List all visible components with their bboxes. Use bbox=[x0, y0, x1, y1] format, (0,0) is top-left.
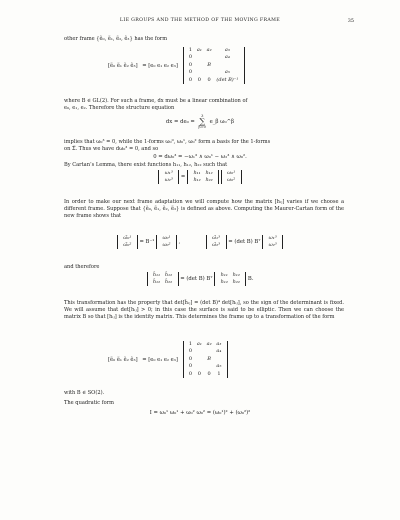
matrix-entry bbox=[214, 356, 224, 363]
matrix-entry: h₁₂ bbox=[205, 170, 213, 176]
paragraph-determinant: This transformation has the property that det[h̃ᵢⱼ] = (det B)⁴ det[hᵢⱼ], so the sign of the determinant is fixed. We will assume that det[hᵢⱼ] > 0; in this case the surface is said to be elliptic. Then we can choose the matrix B so that [hᵢⱼ] is the identity matrix. This determines the frame up to a transformation of the form bbox=[64, 300, 344, 321]
matrix-entry: 0 bbox=[188, 61, 193, 68]
matrix-entry: 0 bbox=[197, 76, 201, 83]
matrix-entry: a₄ bbox=[216, 348, 222, 355]
matrix-row bbox=[225, 177, 238, 184]
matrix-entry: 0 bbox=[188, 355, 193, 362]
matrix-entry: 0 bbox=[197, 370, 201, 377]
matrix-row bbox=[187, 363, 224, 370]
h-tilde-matrix bbox=[147, 272, 179, 286]
matrix-row bbox=[187, 47, 241, 54]
matrix-entry: ω₂³ bbox=[164, 177, 173, 183]
matrix-entry bbox=[204, 363, 214, 370]
matrix-entry: ω₁³ bbox=[268, 235, 277, 241]
tilde-frame-row: [ẽ₀ ẽ₁ ẽ₂ ẽ₃] bbox=[108, 356, 138, 363]
matrix-entry: h₁₁ bbox=[220, 272, 228, 278]
matrix-row bbox=[225, 170, 238, 177]
matrix-entry: a₅ bbox=[224, 69, 230, 76]
matrix-entry: h̃₁₂ bbox=[152, 279, 161, 285]
matrix-entry: ω₁³ bbox=[164, 170, 173, 176]
matrix-row bbox=[187, 77, 241, 84]
matrix-entry: 0 bbox=[188, 370, 193, 377]
matrix-row bbox=[187, 371, 224, 378]
text-line: with B ∈ SO(2). bbox=[64, 390, 105, 396]
matrix-row bbox=[218, 272, 242, 279]
tilde-frame-row: [ẽ₀ ẽ₁ ẽ₂ ẽ₃] bbox=[108, 62, 138, 69]
matrix-row bbox=[151, 279, 175, 286]
matrix-entry: a₁ bbox=[196, 341, 202, 347]
text-line: other frame {ẽ₀, ẽ₁, ẽ₂, ẽ₃} has the form bbox=[64, 36, 168, 42]
frame-row: = [e₀ e₁ e₂ e₃] bbox=[142, 62, 178, 69]
matrix-row bbox=[162, 177, 175, 184]
matrix-entry: 0 bbox=[207, 76, 211, 83]
matrix-entry: h₁₁ bbox=[193, 170, 201, 176]
matrix-entry: ω̃₁³ bbox=[212, 235, 221, 241]
matrix-entry: 0 bbox=[188, 363, 193, 370]
summation bbox=[199, 114, 206, 129]
matrix-row bbox=[151, 272, 175, 279]
matrix-row bbox=[266, 242, 279, 249]
mc-right-rhs bbox=[262, 235, 283, 249]
text-line: and therefore bbox=[64, 264, 100, 270]
matrix-entry: a₃ bbox=[216, 341, 222, 347]
frame-equation-1 bbox=[108, 47, 245, 84]
matrix-entry: 1 bbox=[188, 47, 193, 53]
frame-row: = [e₀ e₁ e₂ e₃] bbox=[142, 356, 178, 363]
mc-left-operator: = B⁻¹ bbox=[139, 239, 155, 245]
matrix-entry: h̃₂₂ bbox=[164, 279, 173, 285]
page-number: 35 bbox=[347, 18, 354, 24]
matrix-entry: ω₀² bbox=[227, 177, 236, 183]
matrix-row bbox=[187, 62, 241, 69]
cartan-equation: ω₁³ ω₂³ = h₁₁ h₁₂ h₁₂ h₂₂ ω₀¹ ω₀² bbox=[60, 170, 340, 184]
matrix-entry bbox=[194, 62, 204, 69]
h-tail: B. bbox=[247, 276, 254, 282]
matrix-row bbox=[187, 69, 241, 76]
matrix-entry: ω̃₀² bbox=[123, 242, 132, 248]
text-line: e₀, e₁, e₂. Therefore the structure equation bbox=[64, 105, 175, 111]
matrix-entry bbox=[214, 62, 241, 69]
matrix-entry: a₃ bbox=[224, 47, 230, 53]
mc-right-lhs bbox=[206, 235, 227, 249]
matrix-entry: 0 bbox=[188, 54, 193, 61]
mc-right-operator: = (det B) Bᵀ bbox=[228, 239, 261, 245]
matrix-entry: a₄ bbox=[224, 54, 230, 61]
paragraph-frame-change: In order to make our next frame adaptation we will compute how the matrix [hᵢⱼ] varies if we choose a different frame. Suppose that {ẽ₀, ẽ₁, ẽ₂, ẽ₃} is defined as above. Computing the Maurer-Cartan form of the new frame shows that bbox=[64, 199, 344, 220]
sigma-icon: ∑ bbox=[199, 117, 206, 126]
matrix-row bbox=[187, 54, 241, 61]
matrix-entry: a₂ bbox=[206, 341, 212, 347]
h-operator: = (det B) Bᵀ bbox=[180, 276, 213, 282]
matrix-row bbox=[121, 235, 134, 242]
matrix-row bbox=[266, 235, 279, 242]
frame-matrix bbox=[183, 47, 245, 84]
matrix-entry: 0 bbox=[188, 348, 193, 355]
matrix-entry: 0 bbox=[207, 370, 211, 377]
matrix-row bbox=[121, 242, 134, 249]
matrix-row bbox=[191, 170, 215, 177]
text-line: The quadratic form bbox=[64, 400, 114, 406]
matrix-entry: a₂ bbox=[206, 47, 212, 53]
matrix-entry: B bbox=[207, 61, 211, 68]
matrix-entry: 1 bbox=[188, 341, 193, 347]
matrix-entry: (det B)⁻¹ bbox=[216, 76, 239, 83]
matrix-row bbox=[218, 279, 242, 286]
matrix-entry: 0 bbox=[188, 69, 193, 76]
frame-matrix bbox=[183, 341, 228, 378]
frame-equation-2 bbox=[108, 341, 228, 378]
matrix-row bbox=[210, 235, 223, 242]
structure-lhs: dx = de₀ = bbox=[165, 118, 195, 125]
matrix-entry bbox=[194, 69, 204, 76]
matrix-row bbox=[187, 348, 224, 355]
running-title: LIE GROUPS AND THE METHOD OF THE MOVING FRAME bbox=[119, 18, 281, 23]
matrix-entry bbox=[204, 348, 214, 355]
sum-upper: 3 bbox=[201, 114, 204, 118]
mc-left-lhs bbox=[117, 235, 138, 249]
matrix-entry: h₂₂ bbox=[205, 177, 213, 183]
cartan-omega-vector bbox=[221, 170, 242, 184]
matrix-entry: h̃₁₁ bbox=[152, 272, 161, 278]
matrix-entry: 0 bbox=[188, 76, 193, 83]
matrix-row bbox=[160, 235, 173, 242]
matrix-entry bbox=[204, 69, 214, 76]
cartan-lhs-vector bbox=[158, 170, 179, 184]
cartan-h-matrix bbox=[187, 170, 219, 184]
separator-comma: , bbox=[178, 239, 181, 245]
matrix-row bbox=[191, 177, 215, 184]
matrix-entry bbox=[194, 356, 204, 363]
mc-left-rhs bbox=[156, 235, 177, 249]
sum-lower: β=0 bbox=[198, 125, 206, 129]
running-header bbox=[0, 18, 400, 30]
text-line: on Σ̃. Thus we have dω₀³ = 0, and so bbox=[64, 146, 159, 152]
matrix-entry: 1 bbox=[217, 370, 221, 377]
text-line: implies that ω₀³ = 0, while the 1-forms ω₀⁰, ω₀¹, ω₀² form a basis for the 1-forms bbox=[64, 139, 271, 145]
matrix-entry: h̃₁₂ bbox=[164, 272, 173, 278]
matrix-entry: ω₀² bbox=[162, 242, 171, 248]
matrix-row bbox=[162, 170, 175, 177]
matrix-entry: h₂₂ bbox=[232, 279, 240, 285]
matrix-entry bbox=[194, 348, 204, 355]
matrix-row bbox=[210, 242, 223, 249]
matrix-entry: ω̃₂³ bbox=[212, 242, 221, 248]
h-transform-equation bbox=[60, 272, 340, 286]
matrix-entry: ω̃₀¹ bbox=[123, 235, 132, 241]
matrix-entry: ω₀¹ bbox=[227, 170, 236, 176]
matrix-entry: h₁₂ bbox=[193, 177, 201, 183]
matrix-entry bbox=[204, 54, 214, 61]
matrix-row bbox=[187, 356, 224, 363]
matrix-row bbox=[187, 341, 224, 348]
text-line: By Cartan’s Lemma, there exist functions h₁₁, h₁₂, h₂₂ such that bbox=[64, 162, 228, 168]
matrix-entry: ω₀¹ bbox=[162, 235, 171, 241]
structure-rhs: e_β ω₀^β bbox=[209, 118, 235, 125]
structure-equation bbox=[60, 114, 340, 129]
text-line: where B ∈ GL(2). For such a frame, dx must be a linear combination of bbox=[64, 98, 248, 104]
matrix-row bbox=[160, 242, 173, 249]
matrix-entry: h₁₂ bbox=[232, 272, 240, 278]
matrix-entry: a₁ bbox=[196, 47, 202, 53]
dw-equation: 0 = dω₀³ = −ω₁³ ∧ ω₀¹ − ω₂³ ∧ ω₀². bbox=[153, 154, 247, 160]
h-matrix bbox=[214, 272, 246, 286]
quadratic-form-equation: I = ω₀¹ ω₀¹ + ω₀² ω₀² = (ω₀¹)² + (ω₀²)² bbox=[149, 410, 251, 416]
matrix-entry: a₅ bbox=[216, 363, 222, 370]
matrix-entry bbox=[194, 363, 204, 370]
matrix-entry: h₁₂ bbox=[220, 279, 228, 285]
maurer-cartan-equations bbox=[60, 235, 340, 249]
matrix-entry: B bbox=[207, 355, 211, 362]
matrix-entry bbox=[194, 54, 204, 61]
matrix-entry: ω₂³ bbox=[268, 242, 277, 248]
